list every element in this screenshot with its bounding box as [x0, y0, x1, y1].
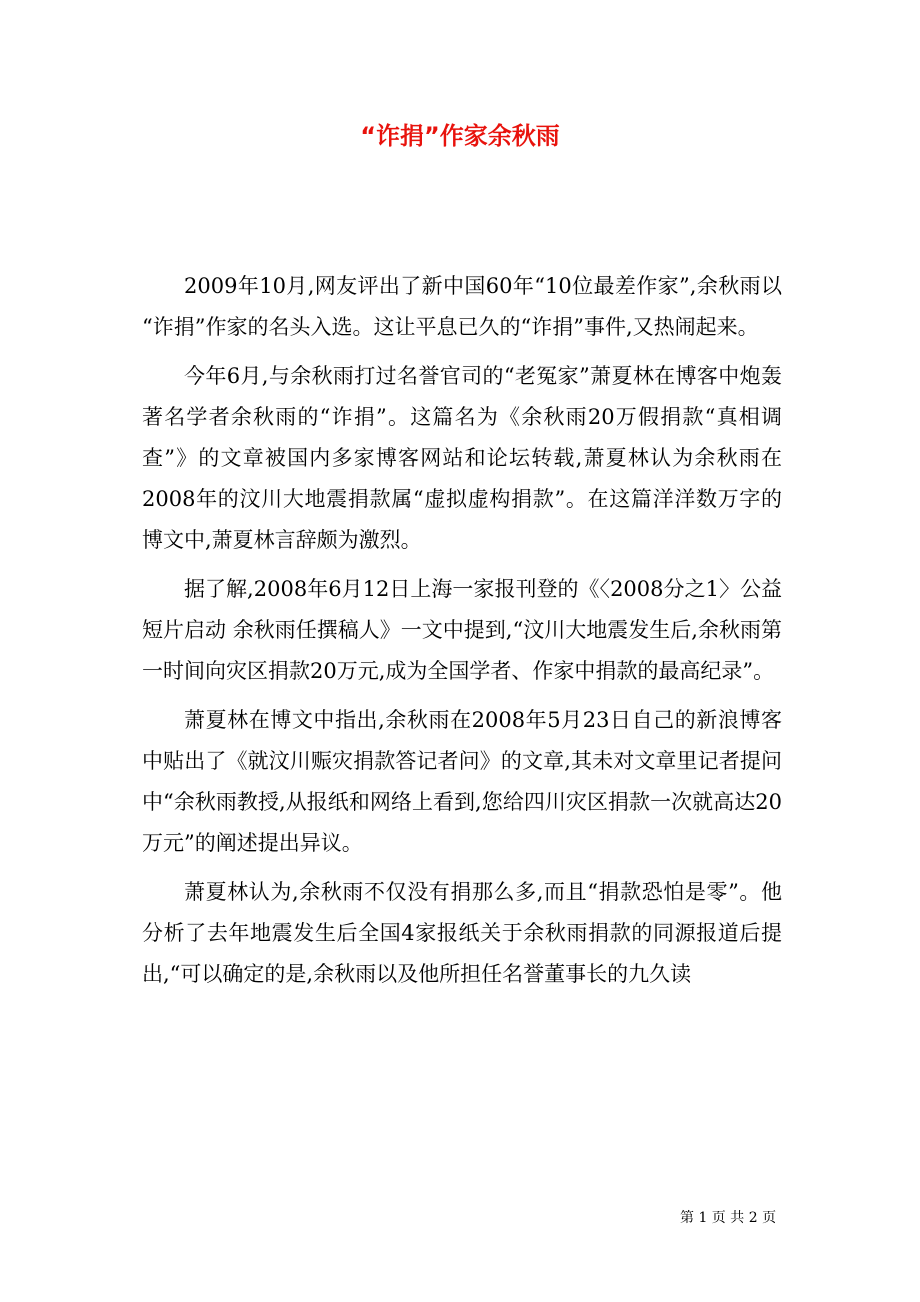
document-title: “诈捐”作家余秋雨 — [360, 122, 560, 150]
document-body — [142, 266, 782, 1003]
page-number-footer: 第 1 页 共 2 页 — [680, 1210, 777, 1226]
paragraph: 今年6月,与余秋雨打过名誉官司的“老冤家”萧夏林在博客中炮轰著名学者余秋雨的“诈捐”。这篇名为《余秋雨20万假捐款“真相调查”》的文章被国内多家博客网站和论坛转载,萧夏林认为余秋雨在2008年的汶川大地震捐款属“虚拟虚构捐款”。在这篇洋洋数万字的博文中,萧夏林言辞颇为激烈。 — [142, 364, 782, 552]
paragraph: 2009年10月,网友评出了新中国60年“10位最差作家”,余秋雨以 “诈捐”作家的名头入选。这让平息已久的“诈捐”事件,又热闹起来。 — [142, 274, 782, 339]
paragraph: 萧夏林在博文中指出,余秋雨在2008年5月23日自己的新浪博客中贴出了《就汶川赈灾捐款答记者问》的文章,其未对文章里记者提问中“余秋雨教授,从报纸和网络上看到,您给四川灾区捐款一次就高达20万元”的阐述提出异议。 — [142, 708, 782, 855]
paragraph: 萧夏林认为,余秋雨不仅没有捐那么多,而且“捐款恐怕是零”。他分析了去年地震发生后全国4家报纸关于余秋雨捐款的同源报道后提出,“可以确定的是,余秋雨以及他所担任名誉董事长的九久读 — [142, 880, 782, 986]
paragraph: 据了解,2008年6月12日上海一家报刊登的《〈2008分之1〉公益短片启动 余秋雨任撰稿人》一文中提到,“汶川大地震发生后,余秋雨第一时间向灾区捐款20万元,成为全国学者、作家中捐款的最高纪录”。 — [142, 577, 782, 683]
